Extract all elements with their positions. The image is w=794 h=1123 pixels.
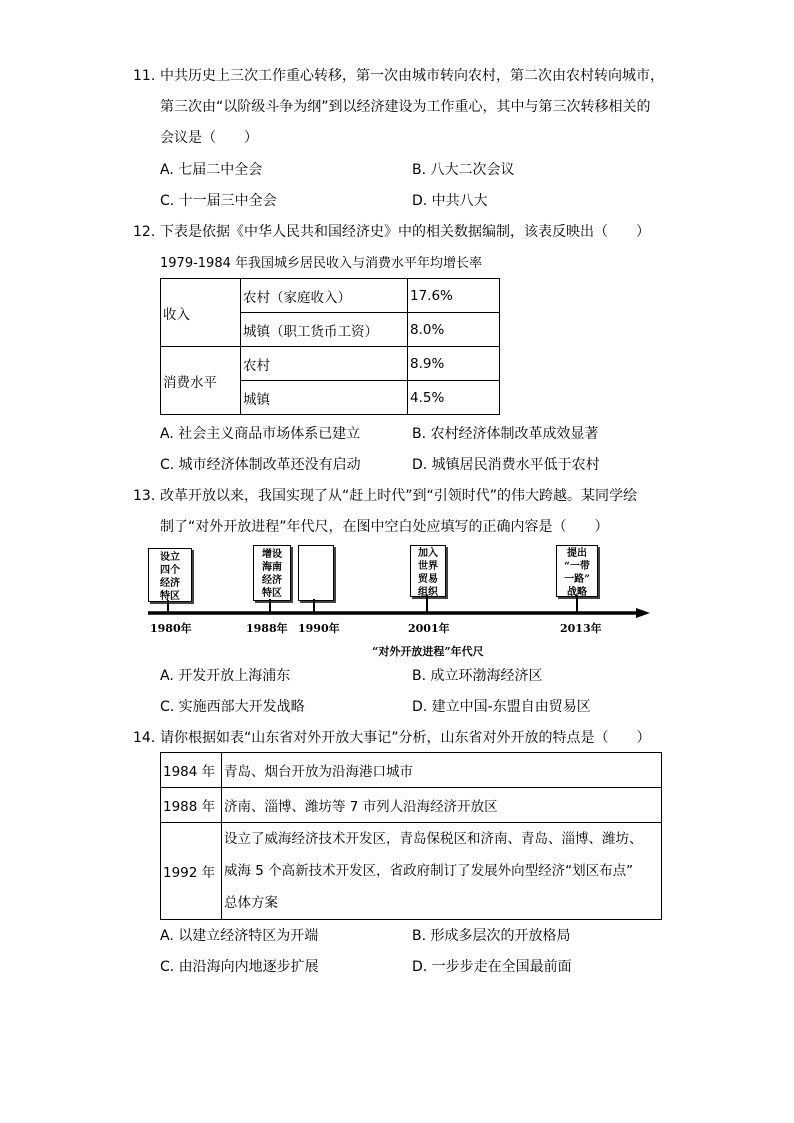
q12-number: 12. — [133, 224, 156, 240]
q12-cell-item-3: 农村 — [241, 347, 408, 381]
q12-table — [160, 278, 500, 415]
q12-table-title: 1979-1984 年我国城乡居民收入与消费水平年均增长率 — [160, 256, 482, 271]
q14-event-3 — [222, 823, 662, 920]
q14-year-1: 1984 年 — [161, 753, 222, 788]
q14-option-c[interactable]: C. 由沿海向内地逐步扩展 — [160, 959, 319, 975]
q14-number: 14. — [133, 730, 156, 746]
box4-l1: 提出 — [567, 548, 587, 559]
timeline-caption: “对外开放进程”年代尺 — [372, 645, 484, 658]
q14-option-b[interactable]: B. 形成多层次的开放格局 — [412, 928, 571, 944]
q12-cell-value-4: 4.5% — [408, 381, 500, 415]
q13-number: 13. — [133, 488, 156, 504]
q14-event-1: 青岛、烟台开放为沿海港口城市 — [222, 753, 662, 788]
q12-cell-value-3: 8.9% — [408, 347, 500, 381]
box3-l1: 加入 — [418, 548, 438, 559]
q14-year-3: 1992 年 — [161, 823, 222, 920]
timeline-label-2001: 2001年 — [408, 622, 450, 635]
box2-l4: 特区 — [262, 588, 282, 599]
q12-cell-item-4: 城镇 — [241, 381, 408, 415]
q14-event-3-line-1: 设立了威海经济技术开发区，青岛保税区和济南、青岛、淄博、潍坊、 — [224, 831, 643, 847]
q11-option-a[interactable]: A. 七届二中全会 — [160, 162, 263, 178]
q12-option-d[interactable]: D. 城镇居民消费水平低于农村 — [412, 457, 600, 473]
q12-cell-item-1: 农村（家庭收入） — [241, 279, 408, 313]
q14-event-3-line-3: 总体方案 — [224, 895, 278, 911]
box3-l2: 世界 — [418, 561, 438, 572]
timeline-figure — [140, 540, 660, 660]
q14-event-3-line-2: 威海 5 个高新技术开发区，省政府制订了发展外向型经济“划区布点” — [224, 863, 634, 879]
q12-cell-value-2: 8.0% — [408, 313, 500, 347]
q13-line-2: 制了“对外开放进程”年代尺，在图中空白处应填写的正确内容是（ ） — [160, 519, 609, 535]
q13-line-1: 改革开放以来，我国实现了从“赶上时代”到“引领时代”的伟大跨越。某同学绘 — [160, 488, 638, 504]
box2-l1: 增设 — [262, 549, 282, 560]
box4-l2: “一带 — [564, 561, 590, 572]
box3-l4: 组织 — [418, 587, 438, 598]
timeline-label-1990: 1990年 — [298, 622, 340, 635]
q11-line-1: 中共历史上三次工作重心转移，第一次由城市转向农村，第二次由农村转向城市， — [160, 68, 664, 84]
q11-line-3: 会议是（ ） — [160, 130, 258, 146]
q14-option-a[interactable]: A. 以建立经济特区为开端 — [160, 928, 319, 944]
q12-option-c[interactable]: C. 城市经济体制改革还没有启动 — [160, 457, 361, 473]
q14-event-2: 济南、淄博、潍坊等 7 市列人沿海经济开放区 — [222, 788, 662, 823]
timeline-axis — [140, 540, 660, 630]
box2-l2: 海南 — [262, 562, 282, 573]
q12-cell-income: 收入 — [161, 279, 241, 347]
box1-l2: 四个 — [160, 565, 180, 576]
box1-l3: 经济 — [160, 578, 180, 589]
q12-cell-consumption: 消费水平 — [161, 347, 241, 415]
q12-option-a[interactable]: A. 社会主义商品市场体系已建立 — [160, 426, 361, 442]
q11-option-c[interactable]: C. 十一届三中全会 — [160, 193, 277, 209]
q14-table — [160, 752, 662, 920]
q11-option-b[interactable]: B. 八大二次会议 — [412, 162, 515, 178]
q14-option-d[interactable]: D. 一步步走在全国最前面 — [412, 959, 572, 975]
q13-option-a[interactable]: A. 开发开放上海浦东 — [160, 668, 291, 684]
q11-line-2: 第三次由“以阶级斗争为纲”到以经济建设为工作重心，其中与第三次转移相关的 — [160, 99, 651, 115]
q12-cell-item-2: 城镇（职工货币工资） — [241, 313, 408, 347]
box1-l4: 特区 — [160, 591, 180, 602]
q14-year-2: 1988 年 — [161, 788, 222, 823]
q13-option-d[interactable]: D. 建立中国-东盟自由贸易区 — [412, 699, 591, 715]
q11-option-d[interactable]: D. 中共八大 — [412, 193, 488, 209]
q11-number: 11. — [133, 68, 156, 84]
box1-l1: 设立 — [160, 552, 180, 563]
q12-option-b[interactable]: B. 农村经济体制改革成效显著 — [412, 426, 599, 442]
q12-line: 下表是依据《中华人民共和国经济史》中的相关数据编制，该表反映出（ ） — [160, 224, 650, 240]
q13-option-b[interactable]: B. 成立环渤海经济区 — [412, 668, 543, 684]
q13-option-c[interactable]: C. 实施西部大开发战略 — [160, 699, 305, 715]
q12-cell-value-1: 17.6% — [408, 279, 500, 313]
timeline-label-1988: 1988年 — [246, 622, 288, 635]
box2-l3: 经济 — [262, 575, 282, 586]
timeline-label-1980: 1980年 — [150, 622, 192, 635]
box4-l3: 一路” — [564, 574, 590, 585]
timeline-label-2013: 2013年 — [560, 622, 602, 635]
q14-line: 请你根据如表“山东省对外开放大事记”分析，山东省对外开放的特点是（ ） — [160, 730, 651, 746]
box4-l4: 战略 — [567, 587, 587, 598]
box3-l3: 贸易 — [418, 574, 438, 585]
